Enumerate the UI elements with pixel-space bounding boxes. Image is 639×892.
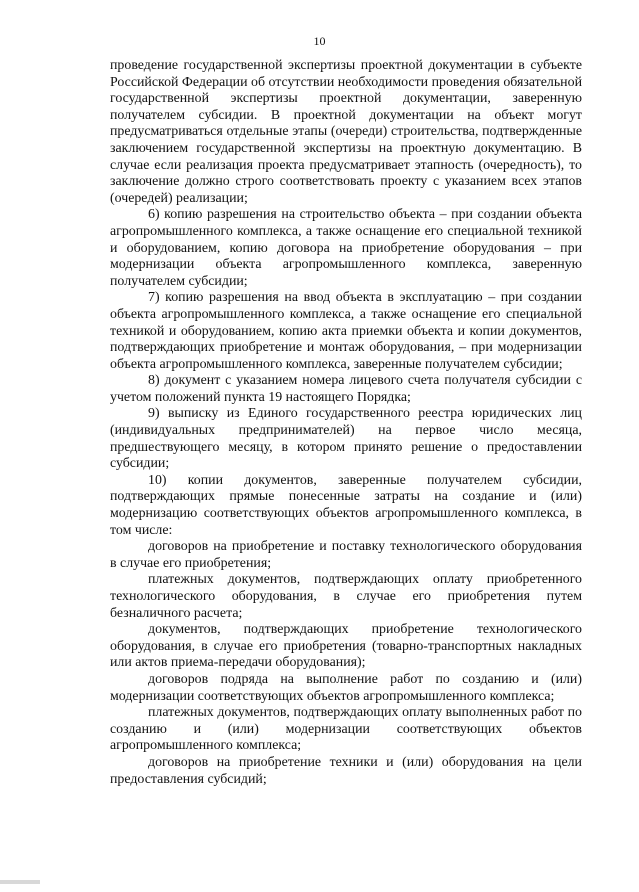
paragraph-item-9: 9) выписку из Единого государственного реестра юридических лиц (индивидуальных предпринимателей) на первое число месяца, предшествующего месяцу, в котором принято решение о предоставлении субсидии; [110, 406, 582, 472]
paragraph-item-10: 10) копии документов, заверенные получателем субсидии, подтверждающих прямые понесенные затраты на создание и (или) модернизацию соответствующих объектов агропромышленного комплекса, в том числе: [110, 472, 582, 538]
paragraph-subitem-contracts-supply: договоров на приобретение и поставку технологического оборудования в случае его приобретения; [110, 539, 582, 571]
paragraph-item-8: 8) документ с указанием номера лицевого счета получателя субсидии с учетом положений пункта 19 настоящего Порядка; [110, 373, 582, 405]
page-number: 10 [313, 34, 326, 48]
document-body [110, 58, 582, 788]
paragraph-continuation: проведение государственной экспертизы проектной документации в субъекте Российской Федерации об отсутствии необходимости проведения обязательной государственной экспертизы проектной документации, заверенную получателем субсидии. В проектной документации на объект могут предусматриваться отдельные этапы (очереди) строительства, подтвержденные заключением государственной экспертизы на проектную документацию. В случае если реализация проекта предусматривает этапность (очередность), то заключение должно строго соответствовать проекту с указанием всех этапов (очередей) реализации; [110, 58, 582, 206]
paragraph-item-6: 6) копию разрешения на строительство объекта – при создании объекта агропромышленного комплекса, а также оснащение его специальной техникой и оборудованием, копию договора на приобретение оборудования – при модернизации объекта агропромышленного комплекса, заверенную получателем субсидии; [110, 207, 582, 289]
paragraph-subitem-contracts-machinery: договоров на приобретение техники и (или) оборудования на цели предоставления субсидий; [110, 754, 582, 787]
paragraph-subitem-payment-works: платежных документов, подтверждающих оплату выполненных работ по созданию и (или) модернизации соответствующих объектов агропромышленного комплекса; [110, 705, 582, 754]
paragraph-subitem-payment-equipment: платежных документов, подтверждающих оплату приобретенного технологического оборудования, в случае его приобретения путем безналичного расчета; [110, 572, 582, 621]
paragraph-item-7: 7) копию разрешения на ввод объекта в эксплуатацию – при создании объекта агропромышленного комплекса, а также оснащение его специальной техникой и оборудованием, копию акта приемки объекта и копии документов, подтверждающих приобретение и монтаж оборудования, – при модернизации объекта агропромышленного комплекса, заверенные получателем субсидии; [110, 290, 582, 372]
paragraph-subitem-contract-works: договоров подряда на выполнение работ по созданию и (или) модернизации соответствующих объектов агропромышленного комплекса; [110, 671, 582, 704]
scan-edge-mark [0, 880, 40, 884]
paragraph-subitem-acquisition-docs: документов, подтверждающих приобретение технологического оборудования, в случае его приобретения (товарно-транспортных накладных или актов приема-передачи оборудования); [110, 622, 582, 671]
